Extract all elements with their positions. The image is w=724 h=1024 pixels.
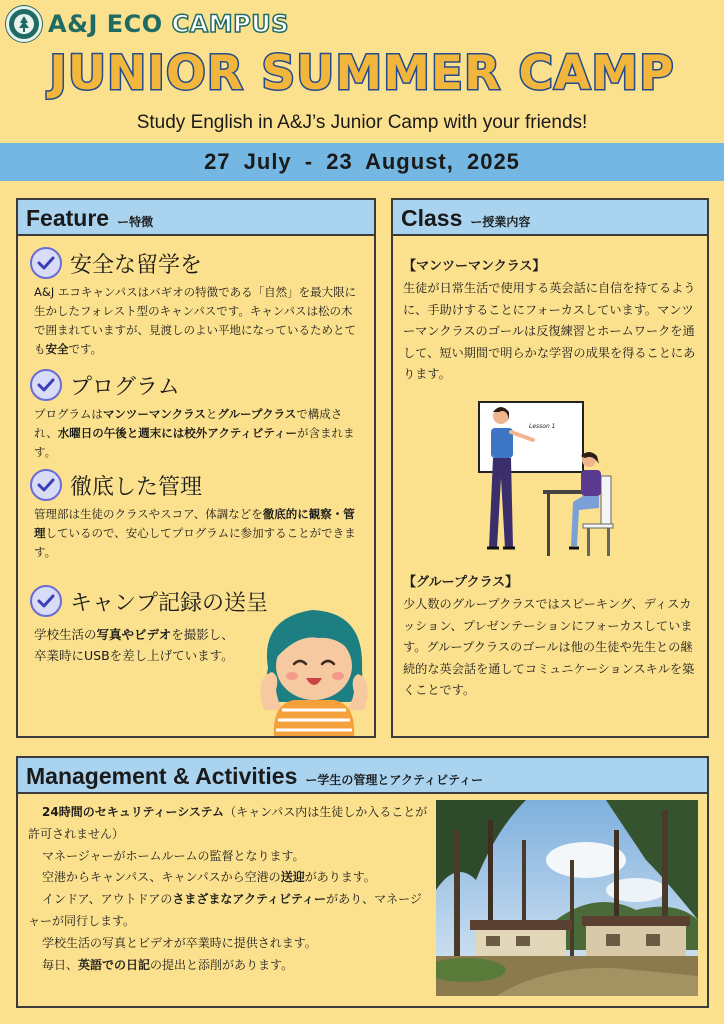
page-subtitle: Study English in A&J’s Junior Camp with your friends! <box>136 112 588 133</box>
one-on-one-class <box>403 256 699 386</box>
group-class-title: 【グループクラス】 <box>403 575 519 590</box>
management-item: 空港からキャンパス、キャンパスから空港の送迎があります。 <box>42 870 376 885</box>
brand-logo <box>6 4 289 44</box>
management-item: マネージャーがホームルームの監督となります。 <box>42 848 305 863</box>
brand-name <box>48 10 289 38</box>
class-header <box>393 200 707 236</box>
feature-item <box>30 584 269 666</box>
feature-item-title: キャンプ記録の送呈 <box>70 590 269 616</box>
feature-item-body: 学校生活の写真やビデオを撮影し、卒業時にUSBを差し上げています。 <box>34 627 234 663</box>
management-panel <box>16 756 709 1008</box>
campus-photo <box>436 800 698 996</box>
feature-item-title: 安全な留学を <box>70 252 203 278</box>
management-item: 24時間のセキュリティーシステム（キャンパス内は生徒しか入ることが許可されません） <box>28 805 428 841</box>
management-item: 学校生活の写真とビデオが卒業時に提供されます。 <box>42 935 317 950</box>
group-class-body: 少人数のグループクラスではスピーキング、ディスカッション、プレゼンテーションにフォーカスしています。グループクラスのゴールは他の生徒や先生との継続的な英会話を通してコミュニケーションスキルを築くことです。 <box>403 597 695 697</box>
group-class <box>403 572 699 702</box>
feature-item <box>30 468 364 562</box>
one-on-one-body: 生徒が日常生活で使用する英会話に自信を持てるように、手助けすることにフォーカスしています。マンツーマンクラスのゴールは反復練習とホームワークを通して、短い期間で明らかな学習の成果を得ることにあります。 <box>403 281 696 381</box>
feature-item-title: プログラム <box>70 374 180 400</box>
feature-item-title: 徹底した管理 <box>70 474 203 500</box>
checkmark-icon <box>30 585 62 617</box>
checkmark-icon <box>30 469 62 501</box>
girl-illustration <box>254 598 374 736</box>
feature-heading: Feature <box>26 205 110 231</box>
brand-name-part1: A&J ECO <box>48 10 163 38</box>
management-heading: Management & Activities <box>26 763 298 789</box>
management-heading-sub: ー学生の管理とアクティビティー <box>305 773 484 787</box>
camp-dates: 27 July - 23 August, 2025 <box>0 143 724 181</box>
management-item: インドア、アウトドアのさまざまなアクティビティーがあり、マネージャーが同行します。 <box>28 892 422 928</box>
feature-heading-sub: ー特徴 <box>117 215 154 229</box>
class-panel <box>391 198 709 738</box>
board-text: Lesson 1 <box>529 423 556 430</box>
brand-name-part2: CAMPUS <box>171 10 289 38</box>
class-heading-sub: ー授業内容 <box>470 215 531 229</box>
page-title: JUNIOR SUMMER CAMP <box>49 46 675 101</box>
management-item: 毎日、英語での日記の提出と添削があります。 <box>42 957 294 972</box>
feature-panel <box>16 198 376 738</box>
feature-item-body: 管理部は生徒のクラスやスコア、体調などを徹底的に観察・管理しているので、安心してプログラムに参加することができます。 <box>34 507 356 559</box>
feature-item-body: A&J エコキャンパスはバギオの特徴である「自然」を最大限に生かしたフォレスト型のキャンパスです。キャンパスは松の木で囲まれていますが、見渡しのよい平地になっているためとても安全です。 <box>34 285 357 356</box>
feature-item <box>30 368 364 462</box>
checkmark-icon <box>30 369 62 401</box>
feature-item-body: プログラムはマンツーマンクラスとグループクラスで構成され、水曜日の午後と週末には校外アクティビティーが含まれます。 <box>34 407 355 459</box>
management-header <box>18 758 707 794</box>
campus-seal-icon <box>6 6 42 42</box>
feature-header <box>18 200 374 236</box>
classroom-illustration <box>467 398 627 558</box>
class-heading: Class <box>401 205 463 231</box>
one-on-one-title: 【マンツーマンクラス】 <box>403 259 546 274</box>
checkmark-icon <box>30 247 62 279</box>
feature-item <box>30 246 364 359</box>
management-list <box>28 802 428 976</box>
